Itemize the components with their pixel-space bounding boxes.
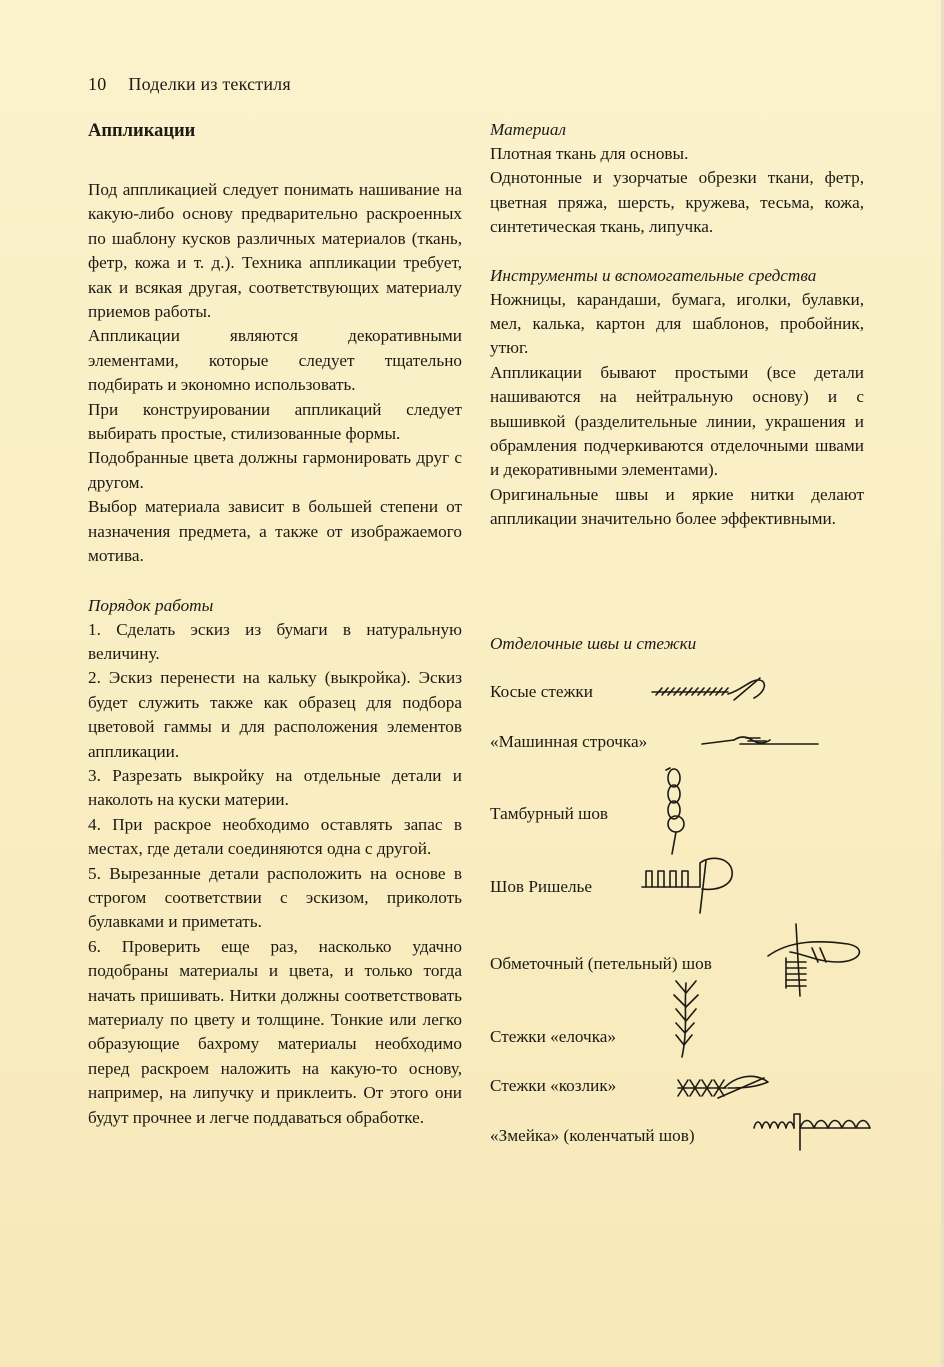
stitch-label: Косые стежки [490,682,593,701]
stitch-herringbone [490,1027,616,1047]
stitch-label: Тамбурный шов [490,804,609,823]
oblique-stitch-icon [650,676,780,706]
material-paragraph: Плотная ткань для основы. [490,144,689,163]
right-column [490,118,864,532]
chain-stitch-icon [658,766,698,856]
intro-paragraph: При конструировании аппликаций следует выбирать простые, стилизованные формы. [88,399,462,444]
stitch-chain [490,804,608,824]
step-item: 2. Эскиз перенести на кальку (выкройка). Эскиз будет служить также как образец для подбора цветовой гаммы и для расположения элементов аппликации. [88,668,462,761]
stitch-zigzag [490,1126,695,1146]
stitch-label: Обметочный (петельный) шов [490,954,712,973]
step-item: 5. Вырезанные детали расположить на основе в строгом соответствии с эскизом, приколоть булавками и приметать. [88,863,462,932]
left-column [88,118,462,1130]
stitch-richelieu [490,877,592,897]
intro-paragraph: Выбор материала зависит в большей степени от назначения предмета, а также от изображаемого мотива. [88,497,462,566]
tools-subtitle: Инструменты и вспомогательные средства [490,265,817,285]
stitch-label: Шов Ришелье [490,877,593,896]
buttonhole-stitch-icon [760,922,880,1002]
intro-paragraph: Аппликации являются декоративными элементами, которые следует тщательно подбирать и экономно использовать. [88,326,462,395]
intro-paragraph: Под аппликацией следует понимать нашивание на какую-либо основу предварительно раскроенных по шаблону кусков различных материалов (ткань, фетр, кожа и т. д.). Техника аппликации требует, как и всякая другая, соответствующих материалу приемов работы. [88,180,462,322]
stitch-label: «Змейка» (коленчатый шов) [490,1126,695,1145]
step-item: 3. Разрезать выкройку на отдельные детали и наколоть на куски материи. [88,765,462,810]
stitches-subtitle: Отделочные швы и стежки [490,634,697,653]
section-title: Аппликации [88,121,196,141]
step-item: 6. Проверить еще раз, насколько удачно подобраны материалы и цвета, и только тогда начать пришивать. Нитки должны соответствовать материалу по цвету и толщине. Тонкие или легко образующие бахрому материалы необходимо перед раскроем наложить на какую-то основу, например, на липучку и приклеить. От этого они будут прочнее и легче поддаваться обработке. [88,936,462,1127]
stitch-machine [490,732,647,752]
stitch-label: Стежки «елочка» [490,1027,617,1046]
stitch-label: Стежки «козлик» [490,1076,617,1095]
running-head [88,74,291,95]
page-number: 10 [88,74,107,94]
material-subtitle: Материал [490,120,566,139]
tools-paragraph: Оригинальные швы и яркие нитки делают аппликации значительно более эффективными. [490,484,864,529]
step-item: 1. Сделать эскиз из бумаги в натуральную величину. [88,619,462,663]
herringbone-stitch-icon [670,979,710,1059]
order-subtitle: Порядок работы [88,595,214,615]
zigzag-stitch-icon [752,1106,872,1152]
stitch-label: «Машинная строчка» [490,732,648,751]
cross-stitch-icon [674,1070,784,1106]
stitch-cross [490,1076,616,1096]
stitch-buttonhole [490,954,712,974]
intro-paragraph: Подобранные цвета должны гармонировать друг с другом. [88,448,462,492]
machine-stitch-icon [700,730,830,754]
tools-paragraph: Аппликации бывают простыми (все детали нашиваются на нейтральную основу) и с вышивкой (разделительные линии, украшения и обрамления подчеркиваются отделочными швами и декоративными элементами). [490,362,864,480]
material-paragraph: Однотонные и узорчатые обрезки ткани, фетр, цветная пряжа, шерсть, кружева, тесьма, кожа, синтетическая ткань, липучка. [490,168,864,237]
running-title: Поделки из текстиля [128,74,291,94]
stitch-oblique [490,682,593,702]
step-item: 4. При раскрое необходимо оставлять запас в местах, где детали соединяются одна с другой. [88,814,462,859]
tools-paragraph: Ножницы, карандаши, бумага, иголки, булавки, мел, калька, картон для шаблонов, пробойник, утюг. [490,289,864,358]
richelieu-stitch-icon [640,853,740,919]
